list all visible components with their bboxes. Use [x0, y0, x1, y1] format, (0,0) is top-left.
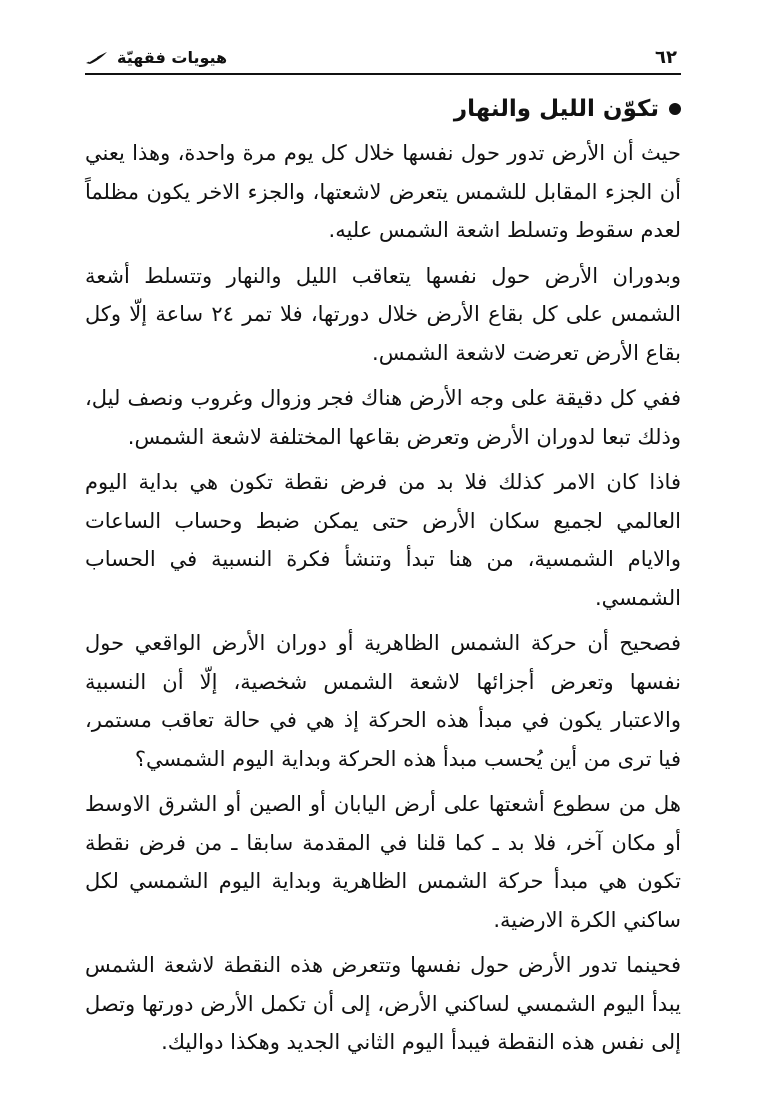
section-heading	[85, 92, 681, 126]
running-title-text: هيويات فقهيّة	[117, 48, 228, 67]
main-content	[85, 92, 681, 1069]
paragraph-2: وبدوران الأرض حول نفسها يتعاقب الليل والنهار وتتسلط أشعة الشمس على كل بقاع الأرض خلال دورتها، فلا تمر ٢٤ ساعة إلّا وكل بقاع الأرض تعرضت لاشعة الشمس.	[85, 263, 681, 365]
running-title	[85, 48, 227, 67]
page-number: ٦٢	[655, 47, 677, 68]
quill-icon	[85, 51, 109, 65]
section-heading-text: تكوّن الليل والنهار	[453, 96, 659, 122]
paragraph-6: هل من سطوع أشعتها على أرض اليابان أو الصين أو الشرق الاوسط أو مكان آخر، فلا بد ـ كما قلنا في المقدمة سابقا ـ من فرض نقطة تكون هي مبدأ حركة الشمس الظاهرية وبداية اليوم الشمسي لكل ساكني الكرة الارضية.	[85, 792, 681, 932]
paragraph-1: حيث أن الأرض تدور حول نفسها خلال كل يوم مرة واحدة، وهذا يعني أن الجزء المقابل للشمس يتعرض لاشعتها، والجزء الاخر يكون مظلماً لعدم سقوط وتسلط اشعة الشمس عليه.	[85, 141, 681, 242]
bullet-icon	[669, 103, 681, 115]
paragraph-5: فصحيح أن حركة الشمس الظاهرية أو دوران الأرض الواقعي حول نفسها وتعرض أجزائها لاشعة الشمس شخصية، إلّا أن النسبية والاعتبار يكون في مبدأ هذه الحركة إذ هي في حالة تعاقب مستمر، فيا ترى من أين يُحسب مبدأ هذه الحركة وبداية اليوم الشمسي؟	[85, 631, 681, 771]
paragraph-3: ففي كل دقيقة على وجه الأرض هناك فجر وزوال وغروب ونصف ليل، وذلك تبعا لدوران الأرض وتعرض بقاعها المختلفة لاشعة الشمس.	[85, 386, 681, 449]
paragraph-7: فحينما تدور الأرض حول نفسها وتتعرض هذه النقطة لاشعة الشمس يبدأ اليوم الشمسي لساكني الأرض، إلى أن تكمل الأرض دورتها وتصل إلى نفس هذه النقطة فيبدأ اليوم الثاني الجديد وهكذا دواليك.	[85, 953, 681, 1054]
paragraph-4: فاذا كان الامر كذلك فلا بد من فرض نقطة تكون هي بداية اليوم العالمي لجميع سكان الأرض حتى يمكن ضبط وحساب الساعات والايام الشمسية، من هنا تبدأ وتنشأ فكرة النسبية في الحساب الشمسي.	[85, 470, 681, 610]
page-header	[85, 44, 679, 72]
header-divider	[85, 73, 681, 75]
